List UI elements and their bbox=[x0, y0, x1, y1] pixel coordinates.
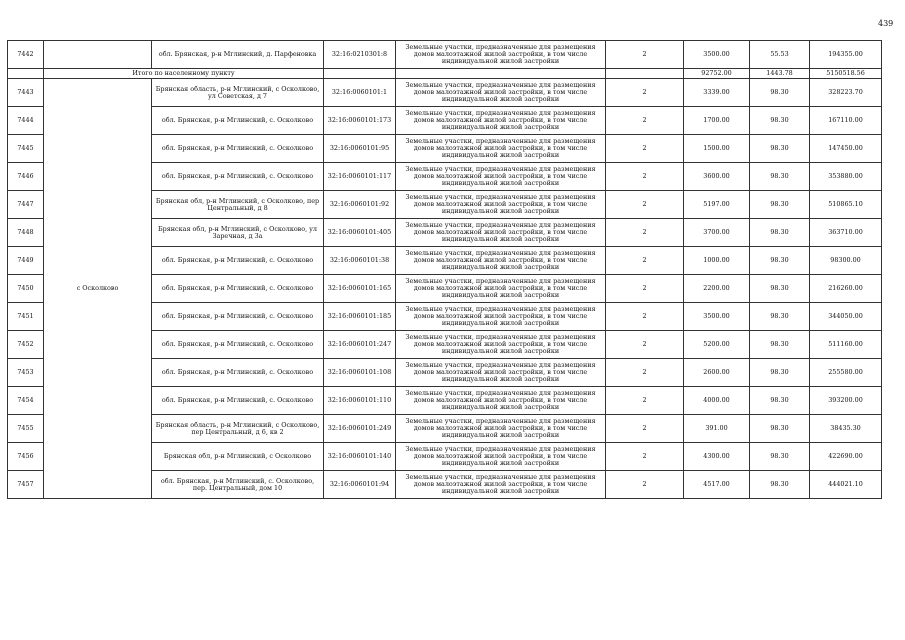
cadastral-number: 32:16:0060101:140 bbox=[324, 443, 396, 471]
land-use-description: Земельные участки, предназначенные для размещения домов малоэтажной жилой застройки, в том числе индивидуальной жилой застройки bbox=[396, 303, 606, 331]
category-cell: 2 bbox=[606, 219, 684, 247]
cadastral-number: 32:16:0060101:94 bbox=[324, 471, 396, 499]
address-cell: Брянская область, р-н Мглинский, с Осколково, пер Центральный, д 6, кв 2 bbox=[152, 415, 324, 443]
row-number: 7454 bbox=[8, 387, 44, 415]
table-row bbox=[8, 41, 882, 69]
settlement-cell bbox=[44, 41, 152, 69]
value-cell: 511160.00 bbox=[810, 331, 882, 359]
value-cell: 344050.00 bbox=[810, 303, 882, 331]
value-cell: 353880.00 bbox=[810, 163, 882, 191]
row-number: 7449 bbox=[8, 247, 44, 275]
cadastral-number: 32:16:0210301:8 bbox=[324, 41, 396, 69]
area-cell: 1700.00 bbox=[684, 107, 750, 135]
area-cell: 5197.00 bbox=[684, 191, 750, 219]
row-number: 7457 bbox=[8, 471, 44, 499]
land-use-description: Земельные участки, предназначенные для размещения домов малоэтажной жилой застройки, в том числе индивидуальной жилой застройки bbox=[396, 415, 606, 443]
row-number: 7448 bbox=[8, 219, 44, 247]
cadastral-number: 32:16:0060101:38 bbox=[324, 247, 396, 275]
cadastral-number: 32:16:0060101:95 bbox=[324, 135, 396, 163]
land-use-description: Земельные участки, предназначенные для размещения домов малоэтажной жилой застройки, в том числе индивидуальной жилой застройки bbox=[396, 247, 606, 275]
cadastral-number: 32:16:0060101:185 bbox=[324, 303, 396, 331]
address-cell: обл. Брянская, р-н Мглинский, с. Осколково bbox=[152, 247, 324, 275]
address-cell: обл. Брянская, р-н Мглинский, с. Осколково bbox=[152, 303, 324, 331]
address-cell: обл. Брянская, р-н Мглинский, д. Парфеновка bbox=[152, 41, 324, 69]
value-cell: 444021.10 bbox=[810, 471, 882, 499]
rate-cell: 98.30 bbox=[750, 247, 810, 275]
category-cell: 2 bbox=[606, 415, 684, 443]
address-cell: обл. Брянская, р-н Мглинский, с. Осколково bbox=[152, 359, 324, 387]
address-cell: обл. Брянская, р-н Мглинский, с. Осколково bbox=[152, 387, 324, 415]
category-cell: 2 bbox=[606, 135, 684, 163]
category-cell: 2 bbox=[606, 107, 684, 135]
area-cell: 3700.00 bbox=[684, 219, 750, 247]
value-cell: 194355.00 bbox=[810, 41, 882, 69]
value-cell: 393200.00 bbox=[810, 387, 882, 415]
value-cell: 328223.70 bbox=[810, 79, 882, 107]
area-cell: 3600.00 bbox=[684, 163, 750, 191]
subtotal-area: 92752.00 bbox=[684, 69, 750, 79]
cadastral-number: 32:16:0060101:249 bbox=[324, 415, 396, 443]
rate-cell: 98.30 bbox=[750, 275, 810, 303]
rate-cell: 98.30 bbox=[750, 443, 810, 471]
area-cell: 5200.00 bbox=[684, 331, 750, 359]
area-cell: 2200.00 bbox=[684, 275, 750, 303]
land-use-description: Земельные участки, предназначенные для размещения домов малоэтажной жилой застройки, в том числе индивидуальной жилой застройки bbox=[396, 107, 606, 135]
rate-cell: 98.30 bbox=[750, 415, 810, 443]
address-cell: обл. Брянская, р-н Мглинский, с. Осколково bbox=[152, 163, 324, 191]
cadastral-number: 32:16:0060101:173 bbox=[324, 107, 396, 135]
rate-cell: 98.30 bbox=[750, 359, 810, 387]
land-use-description: Земельные участки, предназначенные для размещения домов малоэтажной жилой застройки, в том числе индивидуальной жилой застройки bbox=[396, 135, 606, 163]
value-cell: 38435.30 bbox=[810, 415, 882, 443]
area-cell: 1000.00 bbox=[684, 247, 750, 275]
category-cell: 2 bbox=[606, 331, 684, 359]
area-cell: 391.00 bbox=[684, 415, 750, 443]
rate-cell: 98.30 bbox=[750, 135, 810, 163]
subtotal-rate: 1443.78 bbox=[750, 69, 810, 79]
area-cell: 2600.00 bbox=[684, 359, 750, 387]
value-cell: 363710.00 bbox=[810, 219, 882, 247]
cadastral-number: 32:16:0060101:1 bbox=[324, 79, 396, 107]
cadastral-number: 32:16:0060101:247 bbox=[324, 331, 396, 359]
subtotal-value: 5150518.56 bbox=[810, 69, 882, 79]
category-cell: 2 bbox=[606, 191, 684, 219]
cadastral-number: 32:16:0060101:117 bbox=[324, 163, 396, 191]
category-cell: 2 bbox=[606, 387, 684, 415]
category-cell: 2 bbox=[606, 359, 684, 387]
page-number: 439 bbox=[878, 19, 894, 28]
cadastral-number: 32:16:0060101:92 bbox=[324, 191, 396, 219]
address-cell: обл. Брянская, р-н Мглинский, с. Осколково bbox=[152, 275, 324, 303]
row-number: 7443 bbox=[8, 79, 44, 107]
rate-cell: 98.30 bbox=[750, 303, 810, 331]
category-cell: 2 bbox=[606, 79, 684, 107]
row-number: 7455 bbox=[8, 415, 44, 443]
cadastral-number: 32:16:0060101:108 bbox=[324, 359, 396, 387]
category-cell: 2 bbox=[606, 275, 684, 303]
row-number: 7446 bbox=[8, 163, 44, 191]
land-use-description: Земельные участки, предназначенные для размещения домов малоэтажной жилой застройки, в том числе индивидуальной жилой застройки bbox=[396, 331, 606, 359]
address-cell: обл. Брянская, р-н Мглинский, с. Осколково bbox=[152, 135, 324, 163]
address-cell: Брянская обл, р-н Мглинский, с Осколково, пер Центральный, д 8 bbox=[152, 191, 324, 219]
land-use-description: Земельные участки, предназначенные для размещения домов малоэтажной жилой застройки, в том числе индивидуальной жилой застройки bbox=[396, 443, 606, 471]
cadastral-number: 32:16:0060101:110 bbox=[324, 387, 396, 415]
land-use-description: Земельные участки, предназначенные для размещения домов малоэтажной жилой застройки, в том числе индивидуальной жилой застройки bbox=[396, 163, 606, 191]
category-cell: 2 bbox=[606, 443, 684, 471]
land-use-description: Земельные участки, предназначенные для размещения домов малоэтажной жилой застройки, в том числе индивидуальной жилой застройки bbox=[396, 79, 606, 107]
value-cell: 147450.00 bbox=[810, 135, 882, 163]
value-cell: 216260.00 bbox=[810, 275, 882, 303]
rate-cell: 98.30 bbox=[750, 387, 810, 415]
row-number: 7451 bbox=[8, 303, 44, 331]
rate-cell: 98.30 bbox=[750, 219, 810, 247]
row-number: 7444 bbox=[8, 107, 44, 135]
land-use-description: Земельные участки, предназначенные для размещения домов малоэтажной жилой застройки, в том числе индивидуальной жилой застройки bbox=[396, 41, 606, 69]
row-number: 7450 bbox=[8, 275, 44, 303]
value-cell: 422690.00 bbox=[810, 443, 882, 471]
row-number: 7445 bbox=[8, 135, 44, 163]
area-cell: 3500.00 bbox=[684, 303, 750, 331]
area-cell: 4517.00 bbox=[684, 471, 750, 499]
category-cell: 2 bbox=[606, 41, 684, 69]
address-cell: Брянская обл, р-н Мглинский, с Осколково bbox=[152, 443, 324, 471]
row-number: 7453 bbox=[8, 359, 44, 387]
rate-cell: 98.30 bbox=[750, 107, 810, 135]
category-cell: 2 bbox=[606, 471, 684, 499]
land-use-description: Земельные участки, предназначенные для размещения домов малоэтажной жилой застройки, в том числе индивидуальной жилой застройки bbox=[396, 219, 606, 247]
area-cell: 4300.00 bbox=[684, 443, 750, 471]
rate-cell: 98.30 bbox=[750, 471, 810, 499]
land-use-description: Земельные участки, предназначенные для размещения домов малоэтажной жилой застройки, в том числе индивидуальной жилой застройки bbox=[396, 471, 606, 499]
category-cell: 2 bbox=[606, 163, 684, 191]
settlement-cell: с Осколково bbox=[44, 79, 152, 499]
cadastral-number: 32:16:0060101:165 bbox=[324, 275, 396, 303]
row-number: 7447 bbox=[8, 191, 44, 219]
land-use-description: Земельные участки, предназначенные для размещения домов малоэтажной жилой застройки, в том числе индивидуальной жилой застройки bbox=[396, 275, 606, 303]
subtotal-row bbox=[8, 69, 882, 79]
area-cell: 3339.00 bbox=[684, 79, 750, 107]
rate-cell: 98.30 bbox=[750, 163, 810, 191]
address-cell: обл. Брянская, р-н Мглинский, с. Осколково bbox=[152, 107, 324, 135]
address-cell: обл. Брянская, р-н Мглинский, с. Осколково, пер. Центральный, дом 10 bbox=[152, 471, 324, 499]
value-cell: 98300.00 bbox=[810, 247, 882, 275]
rate-cell: 98.30 bbox=[750, 191, 810, 219]
row-number: 7442 bbox=[8, 41, 44, 69]
subtotal-label: Итого по населенному пункту bbox=[44, 69, 324, 79]
area-cell: 3500.00 bbox=[684, 41, 750, 69]
category-cell: 2 bbox=[606, 303, 684, 331]
category-cell: 2 bbox=[606, 247, 684, 275]
value-cell: 167110.00 bbox=[810, 107, 882, 135]
value-cell: 510865.10 bbox=[810, 191, 882, 219]
address-cell: Брянская обл, р-н Мглинский, с Осколково, ул Заречная, д 3а bbox=[152, 219, 324, 247]
rate-cell: 55.53 bbox=[750, 41, 810, 69]
land-use-description: Земельные участки, предназначенные для размещения домов малоэтажной жилой застройки, в том числе индивидуальной жилой застройки bbox=[396, 191, 606, 219]
row-number: 7452 bbox=[8, 331, 44, 359]
area-cell: 4000.00 bbox=[684, 387, 750, 415]
value-cell: 255580.00 bbox=[810, 359, 882, 387]
land-registry-table bbox=[7, 40, 882, 499]
land-use-description: Земельные участки, предназначенные для размещения домов малоэтажной жилой застройки, в том числе индивидуальной жилой застройки bbox=[396, 387, 606, 415]
rate-cell: 98.30 bbox=[750, 331, 810, 359]
table-row bbox=[8, 79, 882, 107]
address-cell: обл. Брянская, р-н Мглинский, с. Осколково bbox=[152, 331, 324, 359]
address-cell: Брянская область, р-н Мглинский, с Осколково, ул Советская, д 7 bbox=[152, 79, 324, 107]
area-cell: 1500.00 bbox=[684, 135, 750, 163]
row-number: 7456 bbox=[8, 443, 44, 471]
cadastral-number: 32:16:0060101:405 bbox=[324, 219, 396, 247]
land-use-description: Земельные участки, предназначенные для размещения домов малоэтажной жилой застройки, в том числе индивидуальной жилой застройки bbox=[396, 359, 606, 387]
rate-cell: 98.30 bbox=[750, 79, 810, 107]
